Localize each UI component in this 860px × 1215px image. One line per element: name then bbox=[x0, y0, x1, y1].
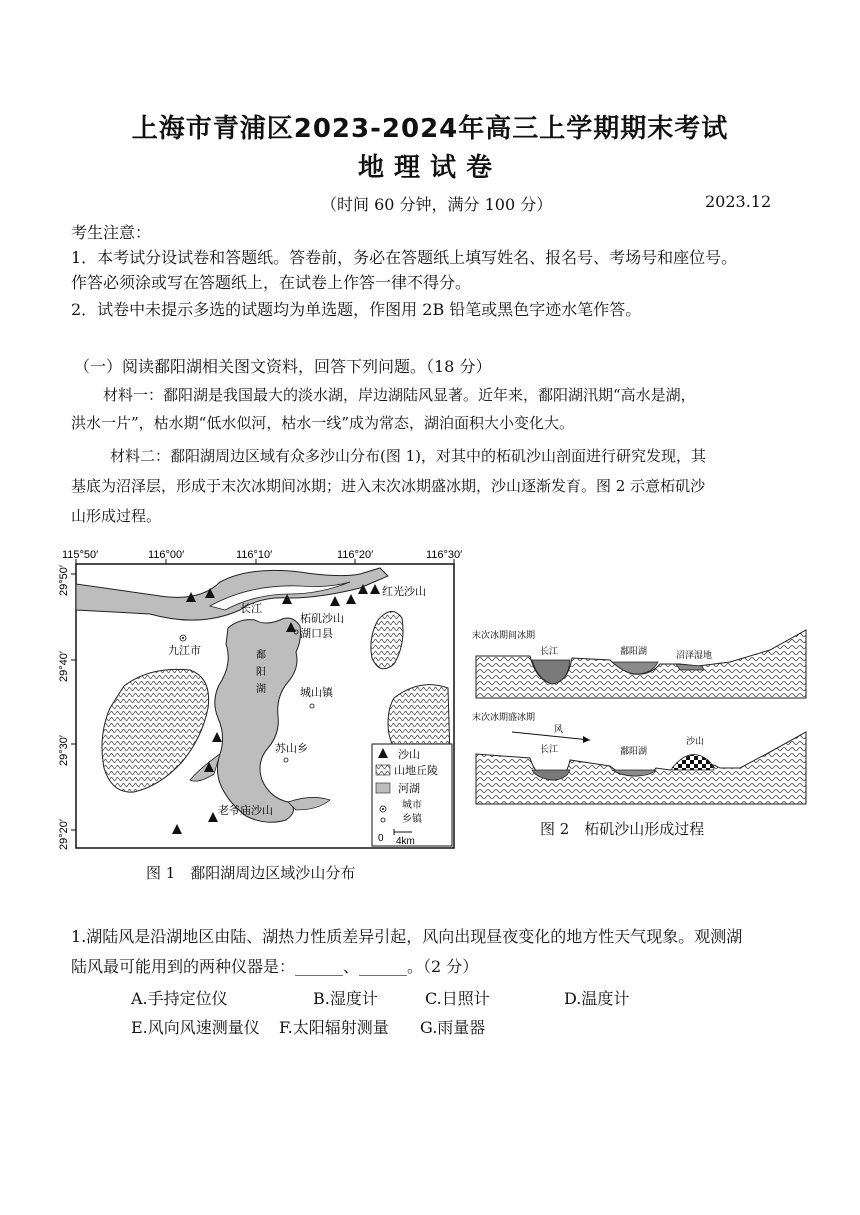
page-title: 上海市青浦区2023-2024年高三上学期期末考试 bbox=[131, 114, 729, 144]
lat-label: 29°30′ bbox=[58, 735, 70, 766]
label-hongguang: 红光沙山 bbox=[382, 586, 426, 598]
lat-label: 29°40′ bbox=[58, 651, 70, 682]
label-hu: 湖 bbox=[256, 684, 266, 695]
option-c: C.日照计 bbox=[425, 989, 490, 1008]
lon-label: 116°30′ bbox=[426, 549, 463, 561]
material2-line1: 材料二：鄱阳湖周边区域有众多沙山分布(图 1)，对其中的柘矶沙山剖面进行研究发现，其 bbox=[110, 447, 707, 465]
label-sushan: 苏山乡 bbox=[275, 743, 308, 755]
lat-label: 29°50′ bbox=[58, 565, 70, 596]
figure2-caption: 图 2 柘矶沙山形成过程 bbox=[540, 820, 705, 838]
option-f: F.太阳辐射测量 bbox=[279, 1018, 389, 1037]
legend-sand: 沙山 bbox=[398, 749, 420, 761]
option-d: D.温度计 bbox=[564, 989, 630, 1008]
material1-line2: 洪水一片”，枯水期“低水似河，枯水一线”成为常态，湖泊面积大小变化大。 bbox=[71, 414, 575, 432]
lat-label: 29°20′ bbox=[58, 819, 70, 850]
notice-item1-line2: 作答必须涂或写在答题纸上，在试卷上作答一律不得分。 bbox=[71, 273, 472, 292]
profile1-label-poyang: 鄱阳湖 bbox=[620, 646, 648, 656]
figure2-profiles bbox=[470, 620, 840, 820]
profile1-title: 末次冰期间冰期 bbox=[472, 630, 536, 640]
lon-label: 116°00′ bbox=[148, 549, 185, 561]
label-chengshan: 城山镇 bbox=[300, 687, 333, 699]
legend-hills: 山地丘陵 bbox=[394, 765, 438, 777]
label-zheji: 柘矶沙山 bbox=[300, 613, 344, 625]
legend-scale: 4km bbox=[396, 836, 415, 847]
time-info: （时间 60 分钟，满分 100 分） bbox=[321, 195, 553, 214]
option-b: B.湿度计 bbox=[313, 989, 378, 1008]
notice-heading: 考生注意： bbox=[71, 223, 152, 242]
profile2-terrain bbox=[476, 732, 806, 804]
legend-scale-zero: 0 bbox=[378, 833, 384, 844]
notice-item1-line1: 1．本考试分设试卷和答题纸。答卷前，务必在答题纸上填写姓名、报名号、考场号和座位号。 bbox=[71, 248, 738, 267]
profile2-label-changjiang: 长江 bbox=[540, 744, 559, 754]
material1-line1: 材料一：鄱阳湖是我国最大的淡水湖，岸边湖陆风显著。近年来，鄱阳湖汛期“高水是湖， bbox=[103, 386, 696, 404]
notice-item2: 2．试卷中未提示多选的试题均为单选题，作图用 2B 铅笔或黑色字迹水笔作答。 bbox=[71, 300, 642, 319]
profile2-label-wind: 风 bbox=[554, 724, 564, 734]
label-laoyemiao: 老爷庙沙山 bbox=[218, 805, 273, 817]
profile2-label-poyang: 鄱阳湖 bbox=[620, 746, 648, 756]
material2-line2: 基底为沼泽层，形成于末次冰期间冰期；进入末次冰期盛冰期，沙山逐渐发育。图 2 示意柘矶沙 bbox=[71, 477, 706, 495]
label-yang: 阳 bbox=[256, 667, 266, 678]
option-a: A.手持定位仪 bbox=[131, 989, 228, 1008]
wind-arrow bbox=[512, 732, 590, 740]
figure1-caption: 图 1 鄱阳湖周边区域沙山分布 bbox=[146, 864, 356, 882]
legend-lake: 河湖 bbox=[398, 783, 420, 795]
material2-line3: 山形成过程。 bbox=[71, 507, 162, 525]
profile2-label-sand: 沙山 bbox=[686, 736, 705, 746]
profile2-title: 末次冰期盛冰期 bbox=[472, 712, 536, 722]
exam-date: 2023.12 bbox=[705, 192, 772, 211]
option-e: E.风向风速测量仪 bbox=[131, 1018, 260, 1037]
page-subtitle: 地理试卷 bbox=[357, 153, 502, 183]
section-heading: （一）阅读鄱阳湖相关图文资料，回答下列问题。（18 分） bbox=[74, 357, 492, 376]
question1-line1: 1.湖陆风是沿湖地区由陆、湖热力性质差异引起，风向出现昼夜变化的地方性天气现象。观测湖 bbox=[71, 927, 743, 946]
profile1-marsh bbox=[676, 664, 704, 670]
profile1-label-marsh: 沼泽湿地 bbox=[676, 650, 713, 660]
figure1-map bbox=[50, 548, 470, 858]
lon-label: 115°50′ bbox=[62, 549, 99, 561]
label-po: 鄱 bbox=[256, 650, 266, 661]
lon-label: 116°10′ bbox=[236, 549, 273, 561]
option-g: G.雨量器 bbox=[420, 1018, 486, 1037]
profile2-sand-dune bbox=[672, 755, 714, 770]
profile1-label-changjiang: 长江 bbox=[540, 646, 559, 656]
legend-city: 城市 bbox=[402, 800, 422, 811]
lon-label: 116°20′ bbox=[337, 549, 374, 561]
label-hukou: 湖口县 bbox=[300, 628, 333, 640]
label-jiujiang: 九江市 bbox=[168, 645, 201, 657]
legend-town: 乡镇 bbox=[402, 814, 422, 825]
question1-line2: 陆风最可能用到的两种仪器是：______、______。（2 分） bbox=[71, 957, 479, 976]
label-changjiang: 长江 bbox=[240, 603, 262, 615]
